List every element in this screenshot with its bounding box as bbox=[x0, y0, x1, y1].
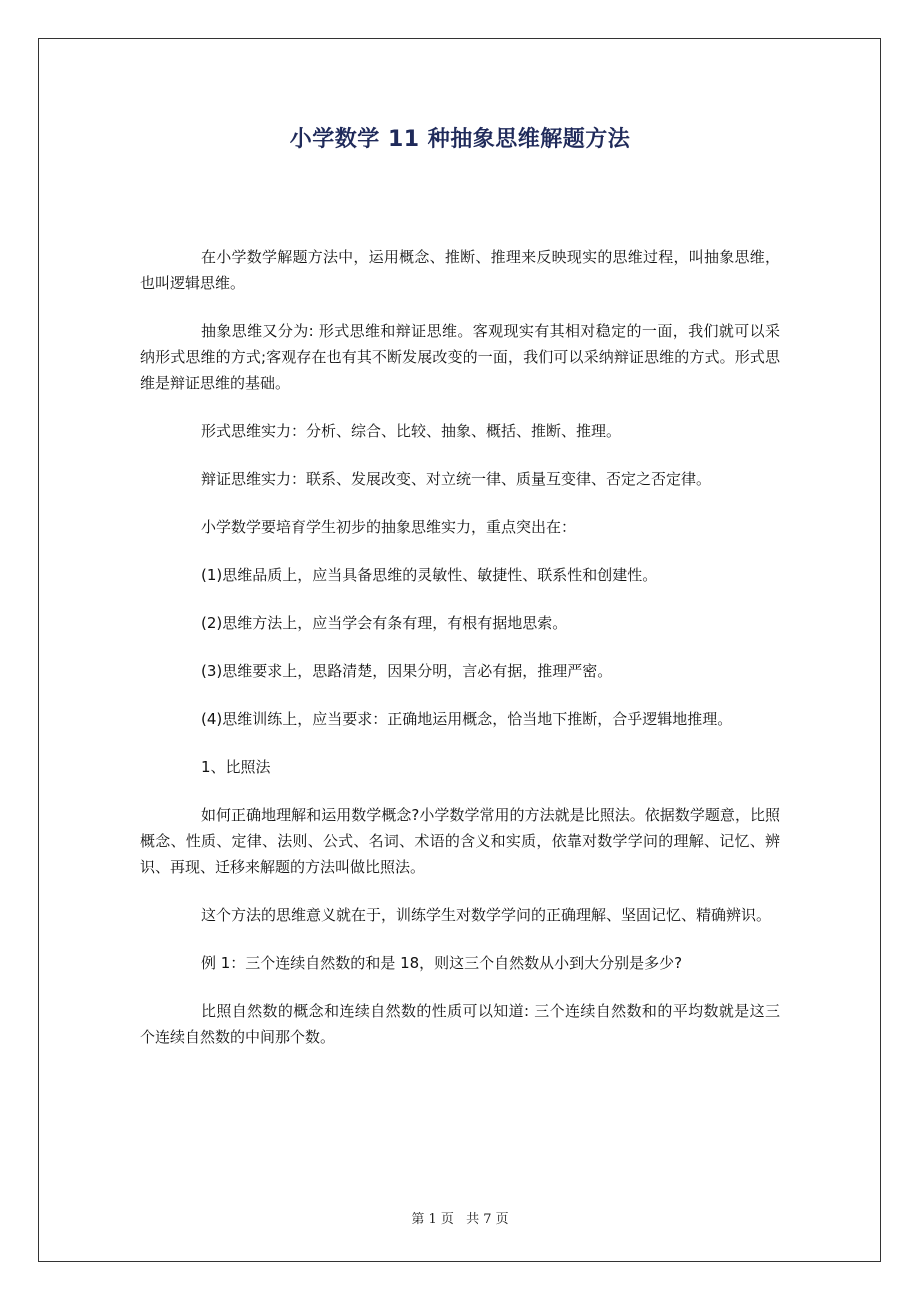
paragraph: 抽象思维又分为: 形式思维和辩证思维。客观现实有其相对稳定的一面，我们就可以采纳形式思维的方式;客观存在也有其不断发展改变的一面，我们可以采纳辩证思维的方式。形式思维是辩证思维的基础。 bbox=[140, 322, 780, 392]
paragraph: 这个方法的思维意义就在于，训练学生对数学学问的正确理解、坚固记忆、精确辨识。 bbox=[201, 906, 772, 924]
paragraph: 在小学数学解题方法中，运用概念、推断、推理来反映现实的思维过程，叫抽象思维，也叫逻辑思维。 bbox=[140, 248, 780, 292]
list-item: (4)思维训练上，应当要求：正确地运用概念，恰当地下推断，合乎逻辑地推理。 bbox=[201, 710, 733, 728]
paragraph: 如何正确地理解和运用数学概念?小学数学常用的方法就是比照法。依据数学题意，比照概念、性质、定律、法则、公式、名词、术语的含义和实质，依靠对数学学问的理解、记忆、辨识、再现、迁移来解题的方法叫做比照法。 bbox=[140, 806, 780, 876]
list-item: (2)思维方法上，应当学会有条有理，有根有据地思索。 bbox=[201, 614, 568, 632]
list-item: (3)思维要求上，思路清楚，因果分明，言必有据，推理严密。 bbox=[201, 662, 613, 680]
list-item: (1)思维品质上，应当具备思维的灵敏性、敏捷性、联系性和创建性。 bbox=[201, 566, 658, 584]
document-body bbox=[140, 244, 780, 1072]
paragraph: 比照自然数的概念和连续自然数的性质可以知道: 三个连续自然数和的平均数就是这三个连续自然数的中间那个数。 bbox=[140, 1002, 780, 1046]
document-title: 小学数学 11 种抽象思维解题方法 bbox=[289, 127, 631, 152]
page-number: 第 1 页 bbox=[411, 1212, 454, 1227]
section-heading: 1、比照法 bbox=[201, 758, 271, 776]
example-question: 例 1：三个连续自然数的和是 18，则这三个自然数从小到大分别是多少? bbox=[201, 954, 683, 972]
paragraph: 小学数学要培育学生初步的抽象思维实力，重点突出在： bbox=[201, 518, 577, 536]
page-footer bbox=[0, 1208, 920, 1227]
paragraph: 辩证思维实力：联系、发展改变、对立统一律、质量互变律、否定之否定律。 bbox=[201, 470, 712, 488]
page-total: 共 7 页 bbox=[466, 1212, 509, 1227]
paragraph: 形式思维实力：分析、综合、比较、抽象、概括、推断、推理。 bbox=[201, 422, 622, 440]
